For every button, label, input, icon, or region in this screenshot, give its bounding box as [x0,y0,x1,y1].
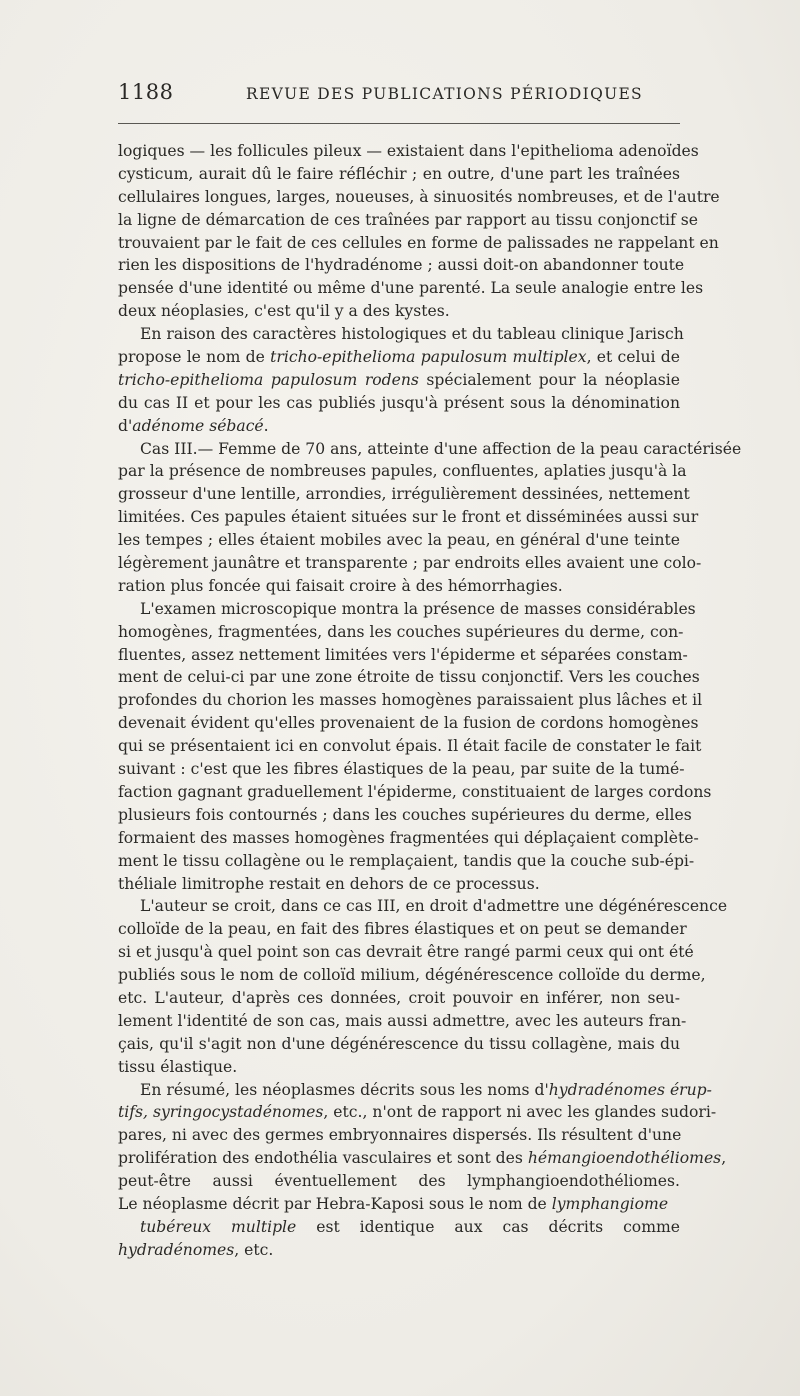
text-line [118,1193,680,1216]
text-line: grosseur d'une lentille, arrondies, irrégulièrement dessinées, nettement [118,485,690,504]
text-line: ment le tissu collagène ou le remplaçaient, tandis que la couche sub-épi- [118,851,695,870]
text-line: pensée d'une identité ou même d'une parenté. La seule analogie entre les [118,279,704,298]
text-line: pares, ni avec des germes embryonnaires dispersés. Ils résultent d'une [118,1126,682,1145]
text-line: plusieurs fois contournés ; dans les couches supérieures du derme, elles [118,805,692,824]
text-line: colloïde de la peau, en fait des fibres élastiques et on peut se demander [118,920,687,939]
italic-term: adénome sébacé [132,416,264,435]
text-line: L'auteur se croit, dans ce cas III, en droit d'admettre une dégénérescence [140,897,728,916]
italic-term: tricho-epithelioma papulosum rodens [118,370,419,389]
text-line: cysticum, aurait dû le faire réfléchir ; en outre, d'une part les traînées [118,164,680,183]
italic-term: tricho-epithelioma papulosum multiplex [270,348,587,367]
text-segment: est identique aux cas décrits comme [296,1217,680,1236]
text-line: limitées. Ces papules étaient situées sur le front et disséminées aussi sur [118,508,699,527]
text-segment: , et celui de [586,348,681,367]
text-line: théliale limitrophe restait en dehors de ce processus. [118,874,540,893]
italic-term: tubéreux multiple [140,1217,297,1236]
text-line [118,415,680,438]
text-segment: prolifération des endothélia vasculaires et sont des [118,1149,528,1168]
text-line: peut-être aussi éventuellement des lymphangioendothéliomes. [118,1172,680,1191]
text-line: fluentes, assez nettement limitées vers l'épiderme et séparées constam- [118,645,688,664]
text-line: légèrement jaunâtre et transparente ; par endroits elles avaient une colo- [118,554,702,573]
text-line [118,1216,680,1239]
italic-term: hémangioendothéliomes [527,1149,722,1168]
text-line: profondes du chorion les masses homogènes paraissaient plus lâches et il [118,691,703,710]
text-line: formaient des masses homogènes fragmentées qui déplaçaient complète- [118,828,699,847]
text-line: çais, qu'il s'agit non d'une dégénérescence du tissu collagène, mais du [118,1034,680,1053]
text-line: ration plus foncée qui faisait croire à des hémorrhagies. [118,576,563,595]
text-line: qui se présentaient ici en convolut épais. Il était facile de constater le fait [118,737,702,756]
text-line [118,1101,717,1124]
text-line [118,1239,680,1262]
text-line: logiques — les follicules pileux — existaient dans l'epithelioma adenoïdes [118,142,699,160]
text-segment: En résumé, les néoplasmes décrits sous les noms d' [140,1080,549,1099]
italic-term: tifs, syringocystadénomes [118,1103,324,1122]
text-line: tissu élastique. [118,1057,238,1076]
text-segment: Le néoplasme décrit par Hebra-Kaposi sous le nom de [118,1194,552,1213]
text-line [118,346,680,369]
text-line: par la présence de nombreuses papules, confluentes, aplaties jusqu'à la [118,462,687,481]
italic-term: hydradénomes [118,1240,235,1259]
text-line: publiés sous le nom de colloïd milium, dégénérescence colloïde du derme, [118,966,706,985]
text-line: En raison des caractères histologiques et du tableau clinique Jarisch [140,325,684,344]
text-line: suivant : c'est que les fibres élastiques de la peau, par suite de la tumé- [118,760,685,779]
text-line: les tempes ; elles étaient mobiles avec la peau, en général d'une teinte [118,531,680,550]
text-line: lement l'identité de son cas, mais aussi admettre, avec les auteurs fran- [118,1011,687,1030]
text-segment: . [263,416,269,435]
text-line: la ligne de démarcation de ces traînées par rapport au tissu conjonctif se [118,210,698,229]
text-line: cellulaires longues, larges, noueuses, à sinuosités nombreuses, et de l'autre [118,187,720,206]
text-line [118,369,680,392]
body-text [118,140,742,1262]
text-line [118,1147,727,1170]
text-line [118,1079,712,1102]
text-line: Cas III.— Femme de 70 ans, atteinte d'une affection de la peau caractérisée [140,439,742,458]
text-line: du cas II et pour les cas publiés jusqu'à présent sous la dénomination [118,393,680,412]
text-line: devenait évident qu'elles provenaient de la fusion de cordons homogènes [118,714,699,733]
text-line: si et jusqu'à quel point son cas devrait être rangé parmi ceux qui ont été [118,943,694,962]
text-line: deux néoplasies, c'est qu'il y a des kystes. [118,302,450,321]
text-line: homogènes, fragmentées, dans les couches supérieures du derme, con- [118,622,684,641]
text-line: L'examen microscopique montra la présence de masses considérables [140,599,696,618]
header-rule [118,123,680,124]
text-line: faction gagnant graduellement l'épiderme, constituaient de larges cordons [118,782,712,801]
text-segment: d' [118,416,133,435]
italic-term: lymphangiome [551,1194,669,1213]
page-number: 1188 [118,80,174,104]
text-line: trouvaient par le fait de ces cellules en forme de palissades ne rappelant en [118,233,719,252]
text-segment: spécialement pour la néoplasie [418,370,680,389]
running-title: REVUE DES PUBLICATIONS PÉRIODIQUES [246,85,643,103]
text-segment: , etc., n'ont de rapport ni avec les glandes sudori- [323,1103,717,1122]
text-segment: propose le nom de [118,348,271,367]
text-segment: , [721,1149,727,1168]
text-segment: , etc. [234,1240,274,1259]
page-header [118,80,680,110]
text-line: etc. L'auteur, d'après ces données, croit pouvoir en inférer, non seu- [118,988,680,1007]
italic-term: hydradénomes érup- [548,1080,712,1099]
text-line: ment de celui-ci par une zone étroite de tissu conjonctif. Vers les couches [118,668,700,687]
text-line: rien les dispositions de l'hydradénome ; aussi doit-on abandonner toute [118,256,685,275]
